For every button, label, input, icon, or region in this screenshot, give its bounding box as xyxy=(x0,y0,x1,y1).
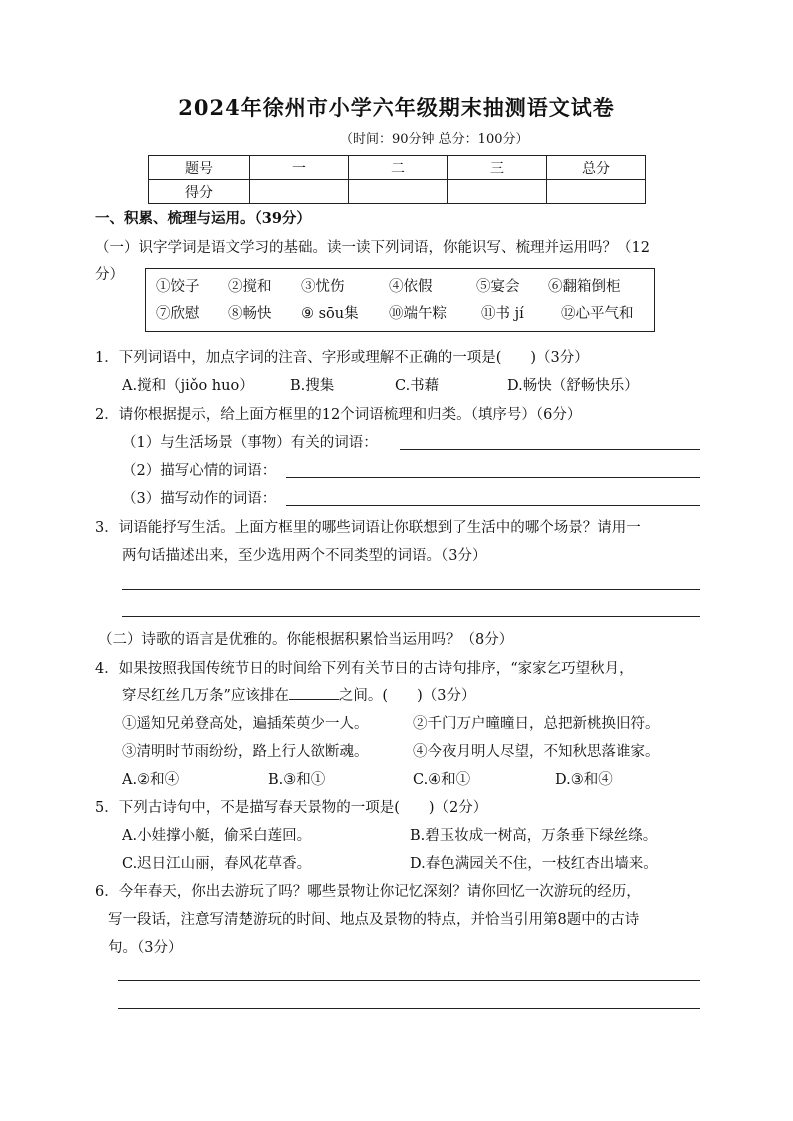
table-cell: 一 xyxy=(250,156,349,180)
q1-option-b: B.搜集 xyxy=(290,378,335,394)
fill-blank[interactable] xyxy=(289,685,339,700)
q4-poem-2: ②千门万户曈曈日，总把新桃换旧符。 xyxy=(413,716,660,732)
q4-option-c: C.④和① xyxy=(413,772,471,788)
table-cell: 总分 xyxy=(547,156,646,180)
q4-option-b: B.③和① xyxy=(268,772,326,788)
q4-poem-4: ④今夜月明人尽望，不知秋思落谁家。 xyxy=(413,744,660,760)
part-heading: （一）识字学词是语文学习的基础。读一读下列词语，你能识写、梳理并运用吗？（12 xyxy=(95,240,650,256)
question-1-stem: 1．下列词语中，加点字词的注音、字形或理解不正确的一项是( )（3分） xyxy=(95,350,589,366)
q2-item-1: （1）与生活场景（事物）有关的词语： xyxy=(122,435,378,451)
word-item: ③忧伤 xyxy=(301,279,345,295)
word-item: ⑫心平气和 xyxy=(561,306,634,322)
answer-line[interactable] xyxy=(400,449,700,450)
question-6-stem-cont: 写一段话，注意写清楚游玩的时间、地点及景物的特点，并恰当引用第8题中的古诗 xyxy=(108,912,640,928)
word-item: ⑦欣慰 xyxy=(156,306,200,322)
answer-line[interactable] xyxy=(118,1008,700,1009)
q1-option-d: D.畅快（舒畅快乐） xyxy=(507,378,639,394)
q4-option-a: A.②和④ xyxy=(122,772,180,788)
question-2-stem: 2．请你根据提示，给上面方框里的12个词语梳理和归类。（填序号）（6分） xyxy=(95,407,582,423)
q5-option-d: D.春色满园关不住，一枝红杏出墙来。 xyxy=(410,856,658,872)
section-heading: 一、积累、梳理与运用。（39分） xyxy=(95,210,311,227)
score-input-cell[interactable] xyxy=(547,180,646,204)
word-item: ⑤宴会 xyxy=(476,279,520,295)
part-2-heading: （二）诗歌的语言是优雅的。你能根据积累恰当运用吗？（8分） xyxy=(98,632,514,648)
score-input-cell[interactable] xyxy=(349,180,448,204)
word-item: ⑥翻箱倒柜 xyxy=(548,279,621,295)
q1-option-a: A.搅和（jiǒo huo） xyxy=(122,378,254,394)
score-table xyxy=(148,155,646,204)
q4-option-d: D.③和④ xyxy=(555,772,613,788)
q2-item-3: （3）描写动作的词语： xyxy=(122,491,277,507)
word-item: ⑨ sōu集 xyxy=(301,306,359,322)
word-item: ④依假 xyxy=(389,279,433,295)
word-item: ⑪书 jí xyxy=(481,306,524,322)
answer-line[interactable] xyxy=(122,589,700,590)
q5-option-b: B.碧玉妆成一树高，万条垂下绿丝绦。 xyxy=(410,828,658,844)
question-3-stem: 3．词语能抒写生活。上面方框里的哪些词语让你联想到了生活中的哪个场景？请用一 xyxy=(95,520,641,536)
q5-option-c: C.迟日江山丽，春风花草香。 xyxy=(122,856,312,872)
question-4-stem-cont xyxy=(122,684,475,705)
answer-line[interactable] xyxy=(118,980,700,981)
exam-subtitle: （时间：90分钟 总分：100分） xyxy=(340,132,529,147)
word-item: ①饺子 xyxy=(156,279,200,295)
question-6-stem-cont: 句。（3分） xyxy=(108,940,183,956)
q4-text-b: 之间。( )（3分） xyxy=(338,688,476,704)
table-row xyxy=(149,156,646,180)
q2-item-2: （2）描写心情的词语： xyxy=(122,463,277,479)
answer-line[interactable] xyxy=(122,616,700,617)
part-heading-cont: 分） xyxy=(95,267,124,283)
answer-line[interactable] xyxy=(286,505,700,506)
question-3-stem-cont: 两句话描述出来，至少选用两个不同类型的词语。（3分） xyxy=(122,548,487,564)
score-input-cell[interactable] xyxy=(250,180,349,204)
question-6-stem: 6．今年春天，你出去游玩了吗？哪些景物让你记忆深刻？请你回忆一次游玩的经历， xyxy=(95,884,641,900)
word-item: ⑧畅快 xyxy=(228,306,272,322)
table-cell: 题号 xyxy=(149,156,250,180)
q5-option-a: A.小娃撑小艇，偷采白莲回。 xyxy=(122,828,312,844)
word-item: ②搅和 xyxy=(228,279,272,295)
q4-text-a: 穿尽红丝几万条”应该排在 xyxy=(122,688,289,704)
exam-title: 2024年徐州市小学六年级期末抽测语文试卷 xyxy=(178,95,615,120)
table-row xyxy=(149,180,646,204)
table-cell: 二 xyxy=(349,156,448,180)
q4-poem-1: ①遥知兄弟登高处，遍插茱萸少一人。 xyxy=(122,716,369,732)
word-item: ⑩端午粽 xyxy=(389,306,447,322)
q1-option-c: C.书藉 xyxy=(395,378,440,394)
answer-line[interactable] xyxy=(286,477,700,478)
word-box xyxy=(145,268,655,332)
question-5-stem: 5．下列古诗句中，不是描写春天景物的一项是( )（2分） xyxy=(95,800,488,816)
q4-poem-3: ③清明时节雨纷纷，路上行人欲断魂。 xyxy=(122,744,369,760)
question-4-stem: 4．如果按照我国传统节日的时间给下列有关节日的古诗句排序，“家家乞巧望秋月， xyxy=(95,661,634,677)
table-cell: 三 xyxy=(448,156,547,180)
table-cell: 得分 xyxy=(149,180,250,204)
score-input-cell[interactable] xyxy=(448,180,547,204)
